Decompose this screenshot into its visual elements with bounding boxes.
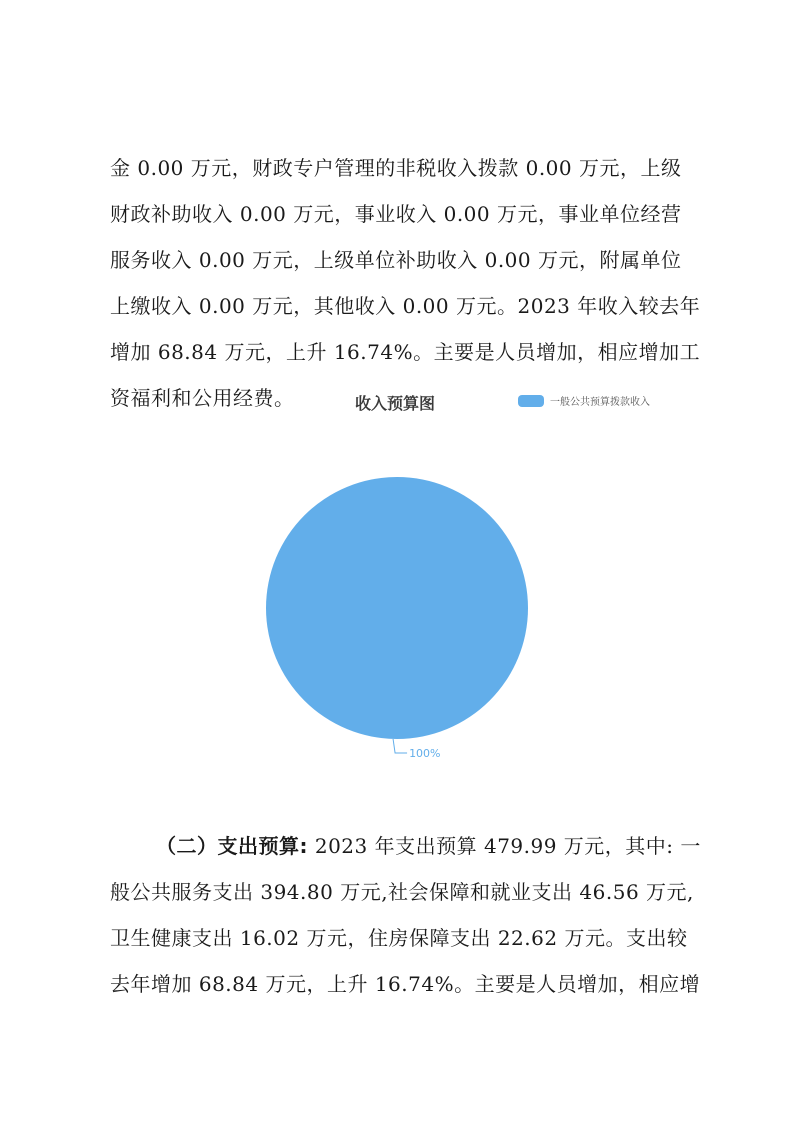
pie-data-label: 100% [409,746,441,760]
paragraph-line [110,823,700,869]
paragraph-line: 般公共服务支出 394.80 万元,社会保障和就业支出 46.56 万元, [110,880,694,904]
section-heading: （二）支出预算: [156,834,308,858]
expenditure-paragraph [110,823,700,1007]
pie-svg [240,385,690,770]
pie-slice [266,477,528,739]
paragraph-line: 增加 68.84 万元，上升 16.74%。主要是人员增加，相应增加工 [110,340,701,364]
paragraph-line: 服务收入 0.00 万元，上级单位补助收入 0.00 万元，附属单位 [110,248,682,272]
legend-label: 一般公共预算拨款收入 [550,397,650,408]
income-paragraph [110,145,701,421]
paragraph-line: 去年增加 68.84 万元，上升 16.74%。主要是人员增加，相应增 [110,972,701,996]
paragraph-line: 金 0.00 万元，财政专户管理的非税收入拨款 0.00 万元，上级 [110,156,682,180]
income-budget-pie-chart [240,385,690,770]
paragraph-line: 上缴收入 0.00 万元，其他收入 0.00 万元。2023 年收入较去年 [110,294,701,318]
paragraph-line: 资福利和公用经费。 [110,386,295,410]
paragraph-line: 财政补助收入 0.00 万元，事业收入 0.00 万元，事业单位经营 [110,202,682,226]
label-leader-line [393,739,407,753]
chart-title: 收入预算图 [355,394,436,413]
paragraph-line: 卫生健康支出 16.02 万元，住房保障支出 22.62 万元。支出较 [110,926,688,950]
paragraph-text: 2023 年支出预算 479.99 万元，其中: 一 [308,834,701,858]
